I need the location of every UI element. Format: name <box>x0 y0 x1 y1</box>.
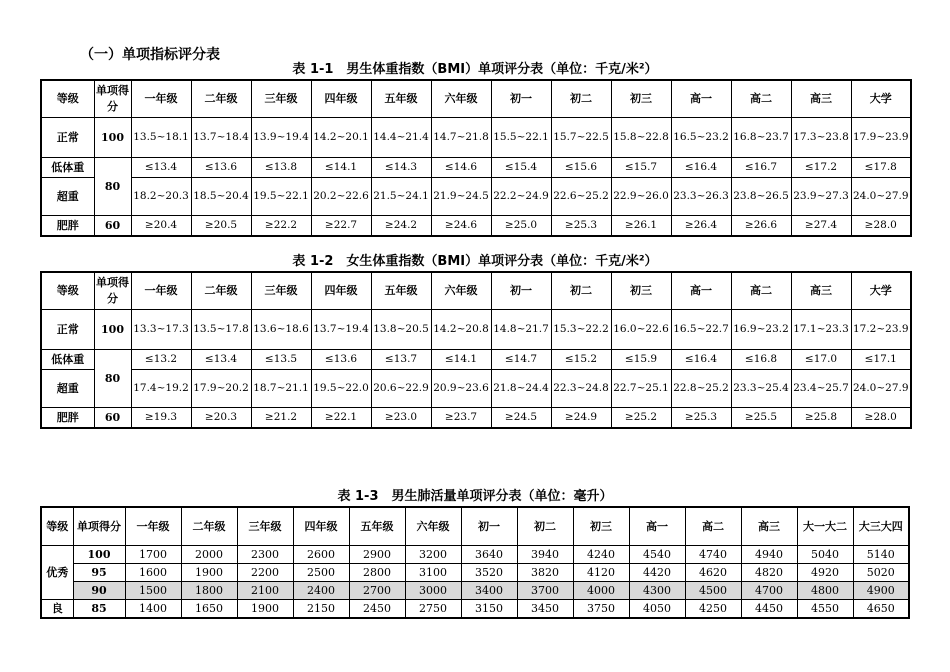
value-cell: 5140 <box>853 545 909 563</box>
header-grade: 四年级 <box>311 80 371 117</box>
value-cell: ≤15.7 <box>611 157 671 177</box>
table-row <box>41 599 909 618</box>
value-cell: 20.9~23.6 <box>431 369 491 407</box>
header-grade: 初一 <box>491 272 551 309</box>
value-cell: 4450 <box>741 599 797 618</box>
value-cell: 13.5~18.1 <box>131 117 191 157</box>
value-cell: ≥26.1 <box>611 215 671 236</box>
header-grade: 高三 <box>791 272 851 309</box>
value-cell: 1650 <box>181 599 237 618</box>
value-cell: 3450 <box>517 599 573 618</box>
value-cell: 13.6~18.6 <box>251 309 311 349</box>
table-girl-bmi <box>40 271 912 429</box>
value-cell: 23.8~26.5 <box>731 177 791 215</box>
value-cell: 2600 <box>293 545 349 563</box>
value-cell: 2500 <box>293 563 349 581</box>
table2-caption: 表 1-2 女生体重指数（BMI）单项评分表（单位：千克/米²） <box>292 254 658 269</box>
value-cell: ≤13.4 <box>191 349 251 369</box>
value-cell: 1600 <box>125 563 181 581</box>
value-cell: 21.5~24.1 <box>371 177 431 215</box>
value-cell: 18.5~20.4 <box>191 177 251 215</box>
value-cell: ≤13.6 <box>311 349 371 369</box>
table-boy-vital-capacity <box>40 506 910 619</box>
value-cell: 14.8~21.7 <box>491 309 551 349</box>
header-grade: 高二 <box>685 507 741 545</box>
value-cell: ≥28.0 <box>851 407 911 428</box>
header-grade: 六年级 <box>405 507 461 545</box>
header-grade: 三年级 <box>237 507 293 545</box>
row-group-label: 良 <box>41 599 73 618</box>
value-cell: ≥27.4 <box>791 215 851 236</box>
value-cell: 2000 <box>181 545 237 563</box>
value-cell: 1800 <box>181 581 237 599</box>
row-label: 低体重 <box>41 157 94 177</box>
value-cell: 4300 <box>629 581 685 599</box>
value-cell: ≥28.0 <box>851 215 911 236</box>
value-cell: 17.2~23.9 <box>851 309 911 349</box>
value-cell: 1900 <box>237 599 293 618</box>
value-cell: 13.3~17.3 <box>131 309 191 349</box>
value-cell: 1400 <box>125 599 181 618</box>
header-grade: 一年级 <box>131 272 191 309</box>
value-cell: 2100 <box>237 581 293 599</box>
value-cell: 3640 <box>461 545 517 563</box>
value-cell: 19.5~22.0 <box>311 369 371 407</box>
value-cell: 14.7~21.8 <box>431 117 491 157</box>
value-cell: ≥25.5 <box>731 407 791 428</box>
value-cell: ≤13.4 <box>131 157 191 177</box>
value-cell: 13.9~19.4 <box>251 117 311 157</box>
header-grade: 高二 <box>731 272 791 309</box>
value-cell: 20.2~22.6 <box>311 177 371 215</box>
row-score: 85 <box>73 599 125 618</box>
value-cell: 2200 <box>237 563 293 581</box>
header-row <box>41 272 911 309</box>
header-grade: 高一 <box>629 507 685 545</box>
value-cell: ≥25.3 <box>551 215 611 236</box>
value-cell: 4940 <box>741 545 797 563</box>
value-cell: 4000 <box>573 581 629 599</box>
value-cell: ≥20.3 <box>191 407 251 428</box>
value-cell: ≤13.7 <box>371 349 431 369</box>
value-cell: ≤14.1 <box>311 157 371 177</box>
value-cell: ≥22.7 <box>311 215 371 236</box>
header-grade: 初三 <box>611 80 671 117</box>
value-cell: ≤16.8 <box>731 349 791 369</box>
header-grade: 大三大四 <box>853 507 909 545</box>
value-cell: 3400 <box>461 581 517 599</box>
header-grade: 初二 <box>551 272 611 309</box>
header-grade: 高一 <box>671 272 731 309</box>
value-cell: 22.6~25.2 <box>551 177 611 215</box>
header-grade: 六年级 <box>431 80 491 117</box>
header-grade: 高二 <box>731 80 791 117</box>
value-cell: 16.0~22.6 <box>611 309 671 349</box>
value-cell: ≤14.7 <box>491 349 551 369</box>
table-row <box>41 349 911 369</box>
value-cell: 3000 <box>405 581 461 599</box>
row-label: 肥胖 <box>41 215 94 236</box>
value-cell: 17.4~19.2 <box>131 369 191 407</box>
value-cell: ≤13.8 <box>251 157 311 177</box>
value-cell: 24.0~27.9 <box>851 177 911 215</box>
table-row <box>41 117 911 157</box>
value-cell: 2450 <box>349 599 405 618</box>
value-cell: ≥25.3 <box>671 407 731 428</box>
header-grade-level: 等级 <box>41 507 73 545</box>
value-cell: 5040 <box>797 545 853 563</box>
value-cell: 2300 <box>237 545 293 563</box>
value-cell: 13.5~17.8 <box>191 309 251 349</box>
value-cell: ≥24.9 <box>551 407 611 428</box>
header-row <box>41 80 911 117</box>
row-score: 100 <box>94 117 131 157</box>
value-cell: ≥25.2 <box>611 407 671 428</box>
value-cell: 16.9~23.2 <box>731 309 791 349</box>
value-cell: 2800 <box>349 563 405 581</box>
value-cell: 3750 <box>573 599 629 618</box>
value-cell: ≤17.0 <box>791 349 851 369</box>
value-cell: 4250 <box>685 599 741 618</box>
value-cell: 15.5~22.1 <box>491 117 551 157</box>
value-cell: 13.8~20.5 <box>371 309 431 349</box>
value-cell: 22.3~24.8 <box>551 369 611 407</box>
value-cell: 4550 <box>797 599 853 618</box>
value-cell: 21.9~24.5 <box>431 177 491 215</box>
value-cell: ≤13.6 <box>191 157 251 177</box>
value-cell: ≤17.1 <box>851 349 911 369</box>
value-cell: 14.4~21.4 <box>371 117 431 157</box>
value-cell: 4120 <box>573 563 629 581</box>
value-cell: ≥25.0 <box>491 215 551 236</box>
value-cell: 13.7~18.4 <box>191 117 251 157</box>
header-grade: 初一 <box>491 80 551 117</box>
value-cell: 4920 <box>797 563 853 581</box>
value-cell: ≤14.6 <box>431 157 491 177</box>
table1-caption: 表 1-1 男生体重指数（BMI）单项评分表（单位：千克/米²） <box>292 62 658 77</box>
header-row <box>41 507 909 545</box>
value-cell: 22.7~25.1 <box>611 369 671 407</box>
value-cell: ≥24.2 <box>371 215 431 236</box>
value-cell: ≤17.8 <box>851 157 911 177</box>
value-cell: 13.7~19.4 <box>311 309 371 349</box>
value-cell: 1500 <box>125 581 181 599</box>
value-cell: 4700 <box>741 581 797 599</box>
value-cell: 20.6~22.9 <box>371 369 431 407</box>
header-grade: 初一 <box>461 507 517 545</box>
value-cell: ≥26.6 <box>731 215 791 236</box>
value-cell: 1900 <box>181 563 237 581</box>
value-cell: 17.9~23.9 <box>851 117 911 157</box>
header-grade: 初二 <box>517 507 573 545</box>
value-cell: ≥23.0 <box>371 407 431 428</box>
value-cell: ≤15.4 <box>491 157 551 177</box>
row-label: 正常 <box>41 309 94 349</box>
value-cell: 16.8~23.7 <box>731 117 791 157</box>
header-grade: 初三 <box>573 507 629 545</box>
table-boy-bmi <box>40 79 912 237</box>
header-grade: 高三 <box>791 80 851 117</box>
value-cell: 4900 <box>853 581 909 599</box>
value-cell: 2150 <box>293 599 349 618</box>
header-grade: 高一 <box>671 80 731 117</box>
value-cell: 18.7~21.1 <box>251 369 311 407</box>
header-grade: 一年级 <box>125 507 181 545</box>
header-grade: 大学 <box>851 272 911 309</box>
header-grade: 初三 <box>611 272 671 309</box>
row-label: 正常 <box>41 117 94 157</box>
value-cell: 21.8~24.4 <box>491 369 551 407</box>
value-cell: 4620 <box>685 563 741 581</box>
value-cell: 3150 <box>461 599 517 618</box>
value-cell: 4240 <box>573 545 629 563</box>
header-grade: 四年级 <box>293 507 349 545</box>
value-cell: ≥26.4 <box>671 215 731 236</box>
value-cell: 5020 <box>853 563 909 581</box>
value-cell: 15.8~22.8 <box>611 117 671 157</box>
table-row <box>41 545 909 563</box>
table-row <box>41 581 909 599</box>
header-grade: 初二 <box>551 80 611 117</box>
value-cell: 2700 <box>349 581 405 599</box>
value-cell: 16.5~23.2 <box>671 117 731 157</box>
header-grade: 五年级 <box>371 80 431 117</box>
section-title: （一）单项指标评分表 <box>80 47 220 63</box>
value-cell: 18.2~20.3 <box>131 177 191 215</box>
header-grade: 二年级 <box>191 80 251 117</box>
value-cell: ≥24.6 <box>431 215 491 236</box>
value-cell: ≤16.4 <box>671 349 731 369</box>
header-grade-level: 等级 <box>41 272 94 309</box>
value-cell: 4800 <box>797 581 853 599</box>
value-cell: ≥20.5 <box>191 215 251 236</box>
value-cell: 1700 <box>125 545 181 563</box>
row-score: 80 <box>94 157 131 215</box>
value-cell: 17.3~23.8 <box>791 117 851 157</box>
value-cell: 19.5~22.1 <box>251 177 311 215</box>
table3-caption: 表 1-3 男生肺活量单项评分表（单位：毫升） <box>337 489 613 504</box>
row-score: 100 <box>73 545 125 563</box>
header-grade: 六年级 <box>431 272 491 309</box>
value-cell: ≤16.7 <box>731 157 791 177</box>
value-cell: ≥22.2 <box>251 215 311 236</box>
header-grade: 二年级 <box>181 507 237 545</box>
table-row <box>41 157 911 177</box>
value-cell: 24.0~27.9 <box>851 369 911 407</box>
table-row <box>41 215 911 236</box>
value-cell: ≤17.2 <box>791 157 851 177</box>
header-grade: 大一大二 <box>797 507 853 545</box>
header-score: 单项得分 <box>94 80 131 117</box>
value-cell: 4820 <box>741 563 797 581</box>
row-label: 超重 <box>41 177 94 215</box>
value-cell: ≥25.8 <box>791 407 851 428</box>
value-cell: ≤15.6 <box>551 157 611 177</box>
value-cell: 2750 <box>405 599 461 618</box>
value-cell: 3700 <box>517 581 573 599</box>
header-grade: 五年级 <box>371 272 431 309</box>
header-grade: 五年级 <box>349 507 405 545</box>
value-cell: ≤13.2 <box>131 349 191 369</box>
row-label: 低体重 <box>41 349 94 369</box>
value-cell: 16.5~22.7 <box>671 309 731 349</box>
value-cell: ≤14.3 <box>371 157 431 177</box>
header-grade: 三年级 <box>251 80 311 117</box>
value-cell: ≥23.7 <box>431 407 491 428</box>
value-cell: 2400 <box>293 581 349 599</box>
row-score: 60 <box>94 215 131 236</box>
value-cell: ≥21.2 <box>251 407 311 428</box>
header-grade: 三年级 <box>251 272 311 309</box>
row-score: 90 <box>73 581 125 599</box>
value-cell: 23.3~26.3 <box>671 177 731 215</box>
table-row <box>41 177 911 215</box>
row-score: 95 <box>73 563 125 581</box>
row-label: 超重 <box>41 369 94 407</box>
value-cell: 23.4~25.7 <box>791 369 851 407</box>
header-score: 单项得分 <box>94 272 131 309</box>
header-grade: 四年级 <box>311 272 371 309</box>
value-cell: 23.9~27.3 <box>791 177 851 215</box>
value-cell: 22.9~26.0 <box>611 177 671 215</box>
value-cell: 14.2~20.8 <box>431 309 491 349</box>
header-grade: 一年级 <box>131 80 191 117</box>
value-cell: 2900 <box>349 545 405 563</box>
value-cell: 3520 <box>461 563 517 581</box>
value-cell: 17.1~23.3 <box>791 309 851 349</box>
value-cell: 4050 <box>629 599 685 618</box>
value-cell: ≤13.5 <box>251 349 311 369</box>
row-score: 80 <box>94 349 131 407</box>
row-group-label: 优秀 <box>41 545 73 599</box>
header-score: 单项得分 <box>73 507 125 545</box>
value-cell: 4420 <box>629 563 685 581</box>
value-cell: ≥19.3 <box>131 407 191 428</box>
value-cell: ≥22.1 <box>311 407 371 428</box>
value-cell: ≤15.2 <box>551 349 611 369</box>
value-cell: 14.2~20.1 <box>311 117 371 157</box>
row-score: 60 <box>94 407 131 428</box>
header-grade: 大学 <box>851 80 911 117</box>
row-label: 肥胖 <box>41 407 94 428</box>
value-cell: 4500 <box>685 581 741 599</box>
value-cell: 4540 <box>629 545 685 563</box>
table-row <box>41 309 911 349</box>
value-cell: 4650 <box>853 599 909 618</box>
table-row <box>41 407 911 428</box>
value-cell: 15.7~22.5 <box>551 117 611 157</box>
value-cell: 22.2~24.9 <box>491 177 551 215</box>
value-cell: 3940 <box>517 545 573 563</box>
value-cell: ≤14.1 <box>431 349 491 369</box>
value-cell: ≤15.9 <box>611 349 671 369</box>
value-cell: 3100 <box>405 563 461 581</box>
value-cell: ≤16.4 <box>671 157 731 177</box>
row-score: 100 <box>94 309 131 349</box>
header-grade-level: 等级 <box>41 80 94 117</box>
value-cell: 15.3~22.2 <box>551 309 611 349</box>
table-row <box>41 563 909 581</box>
header-grade: 高三 <box>741 507 797 545</box>
value-cell: 22.8~25.2 <box>671 369 731 407</box>
value-cell: 3200 <box>405 545 461 563</box>
value-cell: 3820 <box>517 563 573 581</box>
value-cell: 23.3~25.4 <box>731 369 791 407</box>
value-cell: ≥20.4 <box>131 215 191 236</box>
header-grade: 二年级 <box>191 272 251 309</box>
value-cell: ≥24.5 <box>491 407 551 428</box>
value-cell: 17.9~20.2 <box>191 369 251 407</box>
value-cell: 4740 <box>685 545 741 563</box>
table-row <box>41 369 911 407</box>
